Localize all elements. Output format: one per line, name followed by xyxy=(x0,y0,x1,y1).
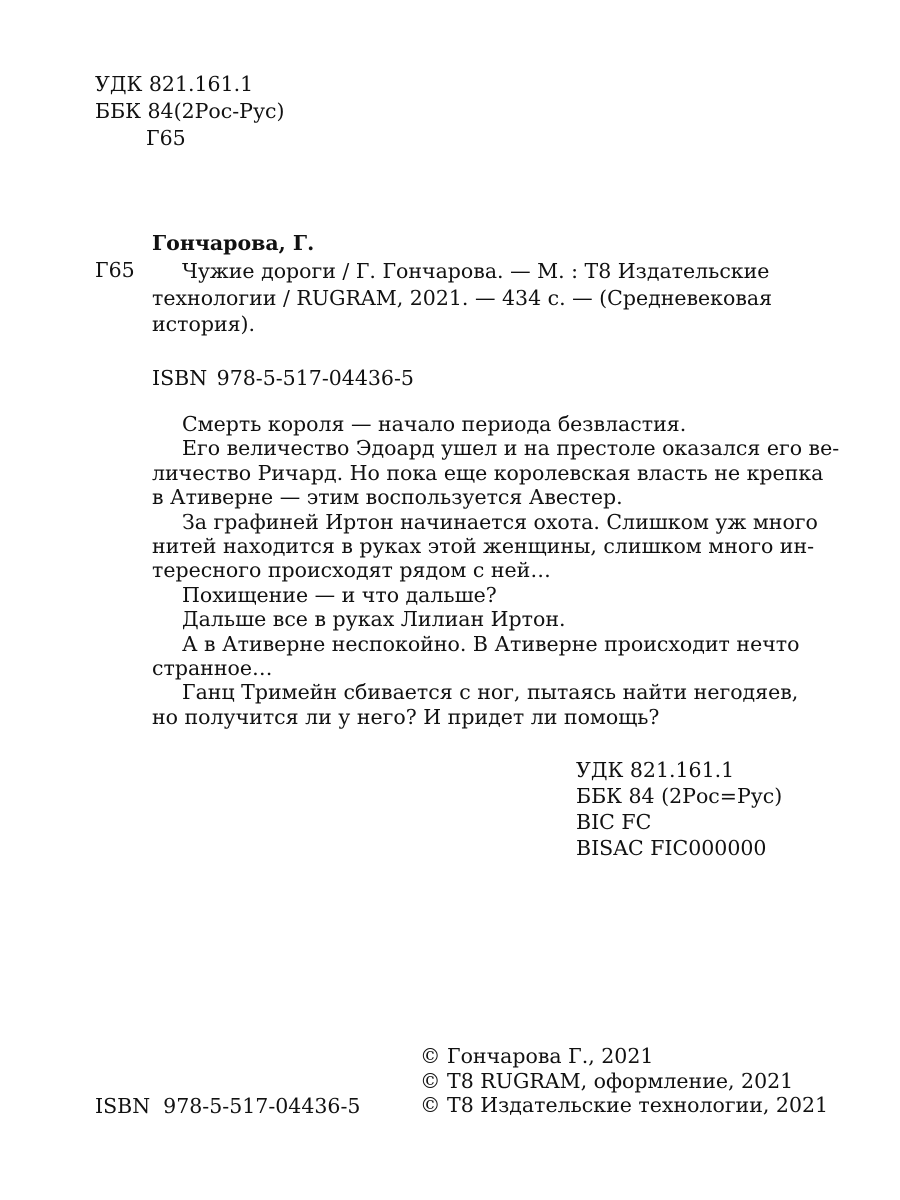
classification-udk: УДК 821.161.1 xyxy=(576,758,735,782)
annotation-line: За графиней Иртон начинается охота. Слишком уж много xyxy=(182,509,818,534)
annotation-line: Ганц Тримейн сбивается с ног, пытаясь найти негодяев, xyxy=(182,680,799,705)
header-udk: УДК 821.161.1 xyxy=(95,72,254,96)
classification-bisac: BISAC FIC000000 xyxy=(576,836,767,860)
annotation-line: тересного происходят рядом с ней… xyxy=(152,558,551,583)
description-line: технологии / RUGRAM, 2021. — 434 с. — (Средневековая xyxy=(152,285,773,310)
copyright-block xyxy=(420,1044,828,1118)
annotation-line: личество Ричард. Но пока еще королевская власть не крепка xyxy=(152,460,824,485)
classification-bbk: ББК 84 (2Рос=Рус) xyxy=(576,784,783,808)
classification-block xyxy=(576,757,782,861)
annotation-line: Его величество Эдоард ушел и на престоле оказался его ве- xyxy=(182,436,840,461)
annotation xyxy=(152,412,840,729)
annotation-line: Похищение — и что дальше? xyxy=(182,582,497,607)
annotation-line: но получится ли у него? И придет ли помощь? xyxy=(152,704,660,729)
author-name: Гончарова, Г. xyxy=(152,231,315,255)
annotation-line: нитей находится в руках этой женщины, слишком много ин- xyxy=(152,533,815,558)
record-isbn: ISBN 978-5-517-04436-5 xyxy=(152,366,414,390)
header-author-code: Г65 xyxy=(146,126,186,150)
annotation-line: Смерть короля — начало периода безвластия. xyxy=(182,412,687,436)
side-author-code: Г65 xyxy=(95,258,135,282)
annotation-line: А в Ативерне неспокойно. В Ативерне происходит нечто xyxy=(182,631,800,656)
bibliographic-description xyxy=(152,258,773,338)
copyright-line: © Т8 RUGRAM, оформление, 2021 xyxy=(420,1068,794,1093)
annotation-line: в Ативерне — этим воспользуется Авестер. xyxy=(152,485,623,510)
description-line: история). xyxy=(152,312,256,336)
classification-bic: BIC FC xyxy=(576,810,652,834)
description-line: Чужие дороги / Г. Гончарова. — М. : Т8 Издательские xyxy=(182,259,770,283)
header-bbk: ББК 84(2Рос-Рус) xyxy=(95,99,285,123)
annotation-line: странное… xyxy=(152,655,273,680)
footer-isbn: ISBN 978-5-517-04436-5 xyxy=(95,1094,361,1118)
annotation-line: Дальше все в руках Лилиан Иртон. xyxy=(182,607,566,632)
copyright-line: © Гончарова Г., 2021 xyxy=(420,1044,654,1068)
copyright-line: © Т8 Издательские технологии, 2021 xyxy=(420,1093,829,1117)
